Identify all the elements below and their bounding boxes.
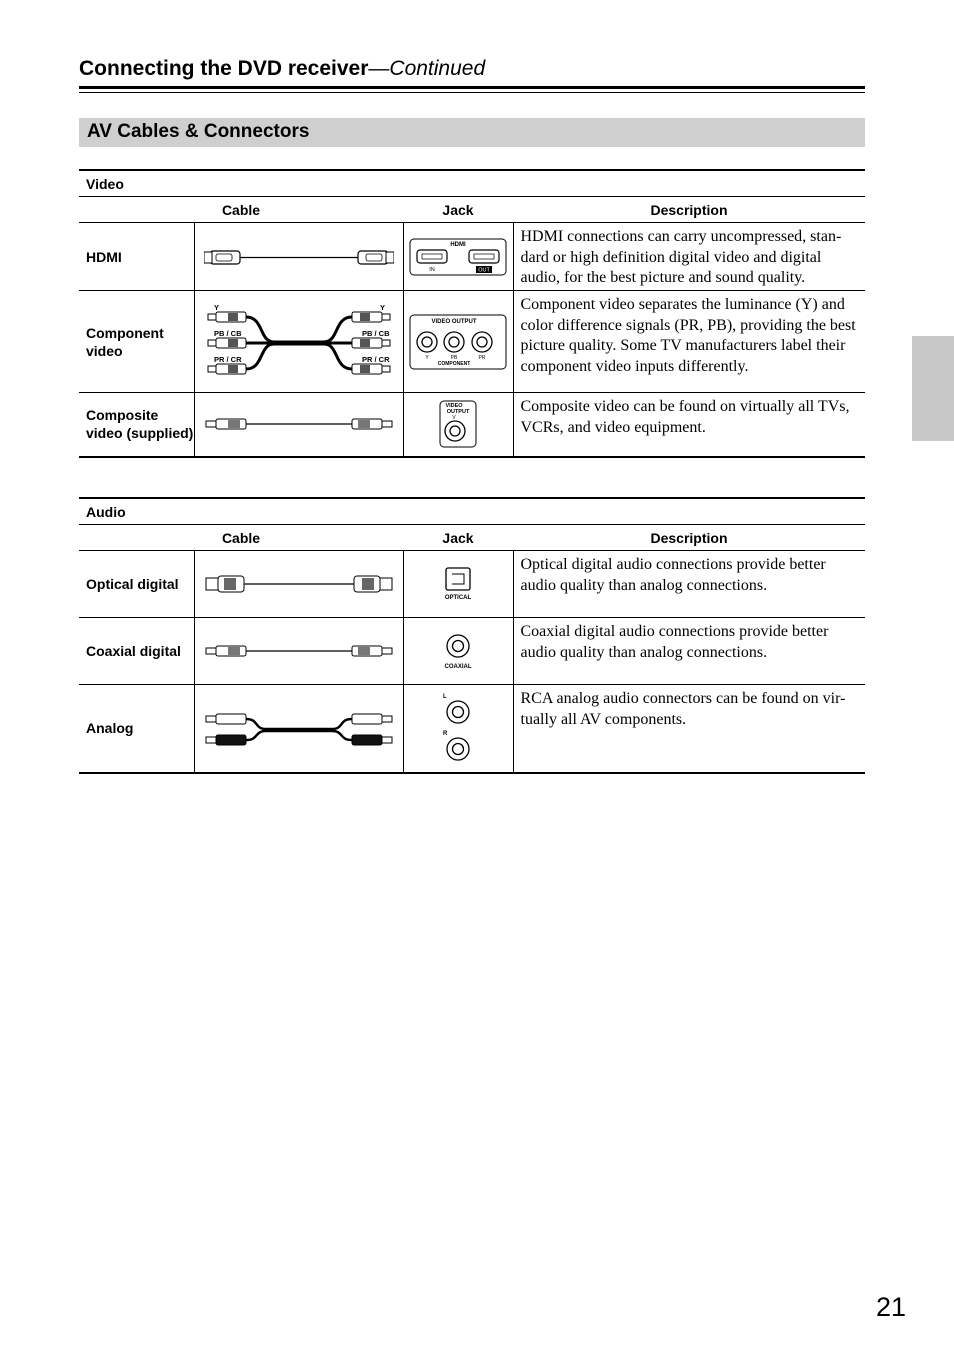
video-table bbox=[79, 169, 865, 458]
row-name-optical: Optical digital bbox=[79, 551, 194, 618]
optical-cable-icon bbox=[204, 572, 394, 596]
row-name-coaxial: Coaxial digital bbox=[79, 618, 194, 685]
component-jack-y: Y bbox=[425, 354, 429, 361]
composite-v-label: V bbox=[452, 415, 456, 422]
table-row bbox=[79, 223, 865, 291]
coaxial-cable-illustration bbox=[194, 618, 403, 685]
analog-cable-icon bbox=[204, 708, 394, 748]
analog-r-label: R bbox=[443, 731, 448, 738]
row-desc-hdmi: HDMI connections can carry uncompressed, stan-dard or high definition digital video and digital audio, for the best picture and sound quality. bbox=[513, 223, 865, 291]
analog-cable-illustration bbox=[194, 685, 403, 773]
header-rule-thick bbox=[79, 86, 865, 89]
composite-video-label: VIDEO bbox=[445, 403, 463, 410]
row-desc-analog: RCA analog audio connectors can be found on vir-tually all AV components. bbox=[513, 685, 865, 773]
page-header-continued: —Continued bbox=[368, 57, 486, 80]
page-header bbox=[79, 57, 485, 81]
analog-jack-icon bbox=[438, 691, 478, 765]
page-header-title: Connecting the DVD receiver bbox=[79, 57, 369, 80]
component-jack-pr: PR bbox=[478, 354, 486, 361]
hdmi-cable-icon bbox=[204, 242, 394, 272]
coaxial-jack-label: COAXIAL bbox=[444, 664, 472, 670]
audio-col-jack: Jack bbox=[403, 525, 513, 551]
component-jack-pb: PB bbox=[450, 354, 458, 361]
hdmi-out-label: OUT bbox=[478, 267, 490, 273]
audio-table bbox=[79, 497, 865, 774]
component-cable-illustration bbox=[194, 291, 403, 393]
analog-l-label: L bbox=[443, 694, 447, 701]
table-row bbox=[79, 291, 865, 393]
component-jack-component: COMPONENT bbox=[437, 360, 471, 367]
hdmi-jack-label: HDMI bbox=[450, 241, 466, 248]
hdmi-jack-icon bbox=[409, 238, 507, 276]
video-col-jack: Jack bbox=[403, 197, 513, 223]
composite-cable-icon bbox=[204, 414, 394, 434]
video-group-label: Video bbox=[79, 170, 865, 197]
coaxial-jack-icon bbox=[438, 629, 478, 673]
audio-col-description: Description bbox=[513, 525, 865, 551]
table-row bbox=[79, 551, 865, 618]
component-pr-label-left: PR / CR bbox=[213, 354, 242, 364]
row-name-hdmi: HDMI bbox=[79, 223, 194, 291]
row-desc-optical: Optical digital audio connections provide better audio quality than analog connections. bbox=[513, 551, 865, 618]
audio-group-label: Audio bbox=[79, 498, 865, 525]
coaxial-jack-illustration bbox=[403, 618, 513, 685]
row-desc-component: Component video separates the luminance (Y) and color difference signals (PR, PB), providing the best picture quality. Some TV manufacturers label their component video inputs differently. bbox=[513, 291, 865, 393]
video-col-description: Description bbox=[513, 197, 865, 223]
table-row bbox=[79, 685, 865, 773]
section-heading-bar bbox=[79, 118, 865, 147]
page-number: 21 bbox=[876, 1292, 907, 1322]
hdmi-jack-illustration bbox=[403, 223, 513, 291]
side-tab bbox=[912, 336, 954, 441]
row-name-analog: Analog bbox=[79, 685, 194, 773]
table-row bbox=[79, 618, 865, 685]
composite-jack-icon bbox=[438, 400, 478, 448]
row-desc-composite: Composite video can be found on virtually all TVs, VCRs, and video equipment. bbox=[513, 393, 865, 457]
analog-jack-illustration bbox=[403, 685, 513, 773]
optical-cable-illustration bbox=[194, 551, 403, 618]
component-y-label-left: Y bbox=[213, 302, 219, 312]
composite-jack-illustration bbox=[403, 393, 513, 457]
video-col-cable: Cable bbox=[79, 197, 403, 223]
coaxial-cable-icon bbox=[204, 641, 394, 661]
audio-col-cable: Cable bbox=[79, 525, 403, 551]
row-desc-coaxial: Coaxial digital audio connections provide better audio quality than analog connections. bbox=[513, 618, 865, 685]
table-row bbox=[79, 393, 865, 457]
hdmi-cable-illustration bbox=[194, 223, 403, 291]
component-jack-icon bbox=[409, 314, 507, 370]
composite-cable-illustration bbox=[194, 393, 403, 457]
hdmi-in-label: IN bbox=[429, 266, 435, 273]
row-name-component: Component video bbox=[79, 291, 194, 393]
row-name-composite: Composite video (supplied) bbox=[79, 393, 194, 457]
component-jack-illustration bbox=[403, 291, 513, 393]
optical-jack-label: OPTICAL bbox=[444, 595, 472, 601]
component-pb-label-right: PB / CB bbox=[361, 328, 390, 338]
section-title: AV Cables & Connectors bbox=[87, 121, 310, 142]
component-pr-label-right: PR / CR bbox=[361, 354, 390, 364]
component-cable-icon bbox=[204, 302, 394, 382]
component-y-label-right: Y bbox=[379, 302, 385, 312]
component-jack-title: VIDEO OUTPUT bbox=[431, 318, 477, 325]
optical-jack-icon bbox=[438, 564, 478, 604]
component-pb-label-left: PB / CB bbox=[213, 328, 242, 338]
optical-jack-illustration bbox=[403, 551, 513, 618]
composite-output-label: OUTPUT bbox=[446, 409, 470, 416]
header-rule-thin bbox=[79, 92, 865, 93]
